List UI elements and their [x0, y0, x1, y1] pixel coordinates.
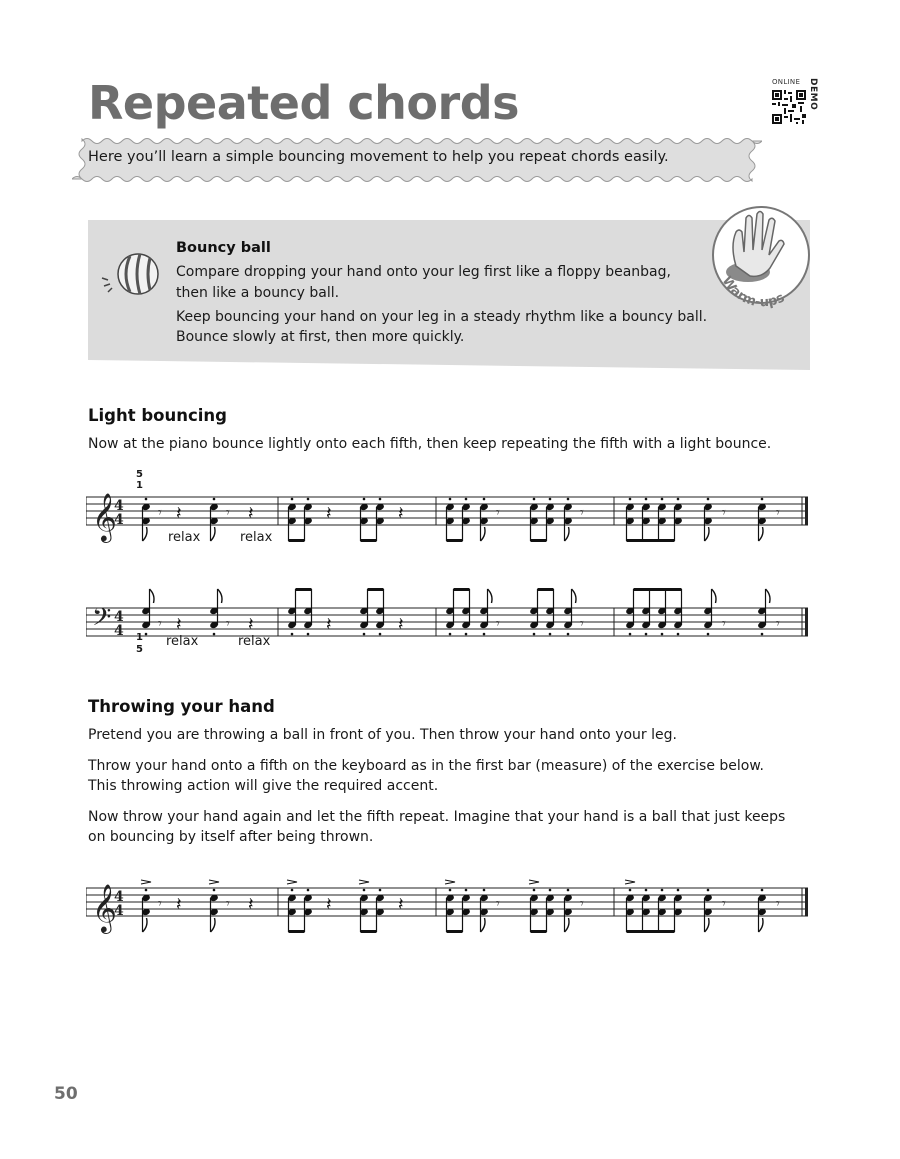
time-signature-bottom: 4 — [114, 903, 124, 919]
treble-staff-throwing — [86, 855, 816, 965]
quarter-rest-icon: 𝄽 — [326, 894, 332, 915]
eighth-rest-icon: 𝄾 — [580, 616, 584, 632]
accent-mark — [287, 880, 297, 884]
staccato-dot — [449, 498, 452, 501]
time-signature-bottom: 4 — [114, 623, 124, 639]
staccato-dot — [567, 633, 570, 636]
staccato-dot — [761, 633, 764, 636]
time-signature-top: 4 — [114, 889, 124, 905]
accent-mark — [445, 880, 455, 884]
staccato-dot — [629, 889, 632, 892]
note-flag — [759, 527, 764, 541]
quarter-rest-icon: 𝄽 — [176, 503, 182, 524]
beam — [447, 930, 463, 933]
note-flag — [481, 527, 486, 541]
quarter-rest-icon: 𝄽 — [176, 894, 182, 915]
staccato-dot — [645, 633, 648, 636]
staccato-dot — [307, 498, 310, 501]
beam — [296, 588, 312, 591]
note-flag — [759, 918, 764, 932]
quarter-rest-icon: 𝄽 — [248, 503, 254, 524]
note-flag — [572, 589, 577, 603]
staccato-dot — [629, 633, 632, 636]
eighth-rest-icon: 𝄾 — [496, 896, 500, 912]
staccato-dot — [677, 889, 680, 892]
eighth-rest-icon: 𝄾 — [722, 616, 726, 632]
relax-annotation: relax — [168, 530, 201, 545]
staccato-dot — [449, 889, 452, 892]
staccato-dot — [549, 633, 552, 636]
warmup-line-1: Compare dropping your hand onto your leg first like a floppy beanbag, — [176, 264, 671, 280]
quarter-rest-icon: 𝄽 — [398, 614, 404, 635]
staccato-dot — [483, 633, 486, 636]
beam — [531, 930, 547, 933]
throwing-paragraph-1: Pretend you are throwing a ball in front of you. Then throw your hand onto your leg. — [88, 727, 677, 743]
staccato-dot — [533, 633, 536, 636]
intro-text: Here you’ll learn a simple bouncing movement to help you repeat chords easily. — [88, 149, 669, 165]
staccato-dot — [449, 633, 452, 636]
demo-label: DEMO — [808, 78, 818, 111]
bass-staff-light-bouncing — [86, 570, 816, 680]
staccato-dot — [379, 633, 382, 636]
staccato-dot — [677, 633, 680, 636]
eighth-rest-icon: 𝄾 — [580, 896, 584, 912]
page-title: Repeated chords — [88, 76, 520, 130]
beam — [289, 539, 305, 542]
light-bouncing-heading: Light bouncing — [88, 406, 227, 425]
staccato-dot — [567, 498, 570, 501]
treble-staff-light-bouncing — [86, 462, 816, 572]
note-flag — [211, 918, 216, 932]
time-signature-top: 4 — [114, 498, 124, 514]
staccato-dot — [645, 498, 648, 501]
note-flag — [143, 918, 148, 932]
accent-mark — [625, 880, 635, 884]
staccato-dot — [549, 889, 552, 892]
warmup-line-2: then like a bouncy ball. — [176, 285, 340, 301]
staccato-dot — [533, 498, 536, 501]
staccato-dot — [379, 498, 382, 501]
light-bouncing-text: Now at the piano bounce lightly onto each fifth, then keep repeating the fifth with a light bounce. — [88, 436, 772, 452]
warmup-line-3: Keep bouncing your hand on your leg in a steady rhythm like a bouncy ball. — [176, 309, 708, 325]
note-flag — [705, 527, 710, 541]
eighth-rest-icon: 𝄾 — [776, 505, 780, 521]
throwing-heading: Throwing your hand — [88, 697, 275, 716]
eighth-rest-icon: 𝄾 — [580, 505, 584, 521]
staccato-dot — [363, 498, 366, 501]
staccato-dot — [549, 498, 552, 501]
fingering-top-bass: 1 — [136, 632, 143, 643]
note-flag — [712, 589, 717, 603]
beam — [538, 588, 554, 591]
eighth-rest-icon: 𝄾 — [158, 896, 162, 912]
throwing-paragraph-2: Throw your hand onto a fifth on the keyboard as in the first bar (measure) of the exercise below. This throwing action will give the required accent. — [88, 758, 764, 794]
time-signature-top: 4 — [114, 609, 124, 625]
note-flag — [705, 918, 710, 932]
staccato-dot — [465, 633, 468, 636]
quarter-rest-icon: 𝄽 — [326, 503, 332, 524]
quarter-rest-icon: 𝄽 — [398, 503, 404, 524]
staccato-dot — [707, 498, 710, 501]
note-flag — [218, 589, 223, 603]
staccato-dot — [291, 889, 294, 892]
relax-annotation: relax — [238, 634, 271, 649]
staccato-dot — [707, 633, 710, 636]
page-number: 50 — [54, 1084, 78, 1104]
online-label: ONLINE — [772, 78, 801, 86]
accent-mark — [529, 880, 539, 884]
note-flag — [143, 527, 148, 541]
staccato-dot — [291, 498, 294, 501]
staccato-dot — [629, 498, 632, 501]
quarter-rest-icon: 𝄽 — [398, 894, 404, 915]
beam — [361, 930, 377, 933]
staccato-dot — [533, 889, 536, 892]
treble-clef-icon: 𝄞 — [92, 492, 117, 541]
quarter-rest-icon: 𝄽 — [176, 614, 182, 635]
beam — [627, 930, 675, 933]
warmups-badge-label-arc — [706, 200, 816, 310]
treble-clef-icon: 𝄞 — [92, 883, 117, 932]
eighth-rest-icon: 𝄾 — [158, 616, 162, 632]
eighth-rest-icon: 𝄾 — [158, 505, 162, 521]
staccato-dot — [661, 498, 664, 501]
staccato-dot — [213, 889, 216, 892]
staccato-dot — [145, 889, 148, 892]
final-bar-thick — [805, 888, 808, 916]
beam — [361, 539, 377, 542]
fingering-bottom-bass: 5 — [136, 644, 143, 655]
staccato-dot — [145, 633, 148, 636]
staccato-dot — [465, 498, 468, 501]
note-flag — [211, 527, 216, 541]
staccato-dot — [645, 889, 648, 892]
staccato-dot — [307, 633, 310, 636]
staccato-dot — [307, 889, 310, 892]
staccato-dot — [213, 498, 216, 501]
fingering-top-treble: 5 — [136, 469, 143, 480]
eighth-rest-icon: 𝄾 — [226, 505, 230, 521]
relax-annotation: relax — [240, 530, 273, 545]
staccato-dot — [661, 889, 664, 892]
svg-text:Warm-ups — [719, 274, 788, 310]
time-signature-bottom: 4 — [114, 512, 124, 528]
eighth-rest-icon: 𝄾 — [496, 616, 500, 632]
eighth-rest-icon: 𝄾 — [226, 616, 230, 632]
staccato-dot — [363, 633, 366, 636]
eighth-rest-icon: 𝄾 — [722, 505, 726, 521]
staccato-dot — [567, 889, 570, 892]
staccato-dot — [483, 498, 486, 501]
quarter-rest-icon: 𝄽 — [248, 614, 254, 635]
warmup-heading: Bouncy ball — [176, 240, 271, 256]
final-bar-thick — [805, 608, 808, 636]
fingering-bottom-treble: 1 — [136, 480, 143, 491]
warmup-line-4: Bounce slowly at first, then more quickly. — [176, 329, 465, 345]
staccato-dot — [379, 889, 382, 892]
warmups-badge-label: Warm-ups — [718, 273, 787, 310]
staccato-dot — [465, 889, 468, 892]
note-flag — [488, 589, 493, 603]
accent-mark — [141, 880, 151, 884]
note-flag — [565, 527, 570, 541]
staccato-dot — [363, 889, 366, 892]
bouncy-ball-icon — [100, 248, 162, 302]
final-bar-thick — [805, 497, 808, 525]
staccato-dot — [761, 498, 764, 501]
beam — [368, 588, 384, 591]
staccato-dot — [661, 633, 664, 636]
accent-mark — [209, 880, 219, 884]
eighth-rest-icon: 𝄾 — [226, 896, 230, 912]
beam — [289, 930, 305, 933]
beam — [634, 588, 682, 591]
staccato-dot — [483, 889, 486, 892]
staccato-dot — [145, 498, 148, 501]
staccato-dot — [213, 633, 216, 636]
relax-annotation: relax — [166, 634, 199, 649]
staccato-dot — [291, 633, 294, 636]
eighth-rest-icon: 𝄾 — [722, 896, 726, 912]
staccato-dot — [677, 498, 680, 501]
beam — [447, 539, 463, 542]
eighth-rest-icon: 𝄾 — [776, 896, 780, 912]
eighth-rest-icon: 𝄾 — [496, 505, 500, 521]
note-flag — [766, 589, 771, 603]
quarter-rest-icon: 𝄽 — [248, 894, 254, 915]
beam — [454, 588, 470, 591]
note-flag — [150, 589, 155, 603]
bass-clef-icon: 𝄢 — [92, 603, 112, 638]
quarter-rest-icon: 𝄽 — [326, 614, 332, 635]
note-flag — [565, 918, 570, 932]
beam — [627, 539, 675, 542]
staccato-dot — [761, 889, 764, 892]
accent-mark — [359, 880, 369, 884]
staccato-dot — [707, 889, 710, 892]
beam — [531, 539, 547, 542]
throwing-paragraph-3: Now throw your hand again and let the fifth repeat. Imagine that your hand is a ball that just keeps on bouncing by itself after being thrown. — [88, 809, 786, 845]
note-flag — [481, 918, 486, 932]
eighth-rest-icon: 𝄾 — [776, 616, 780, 632]
